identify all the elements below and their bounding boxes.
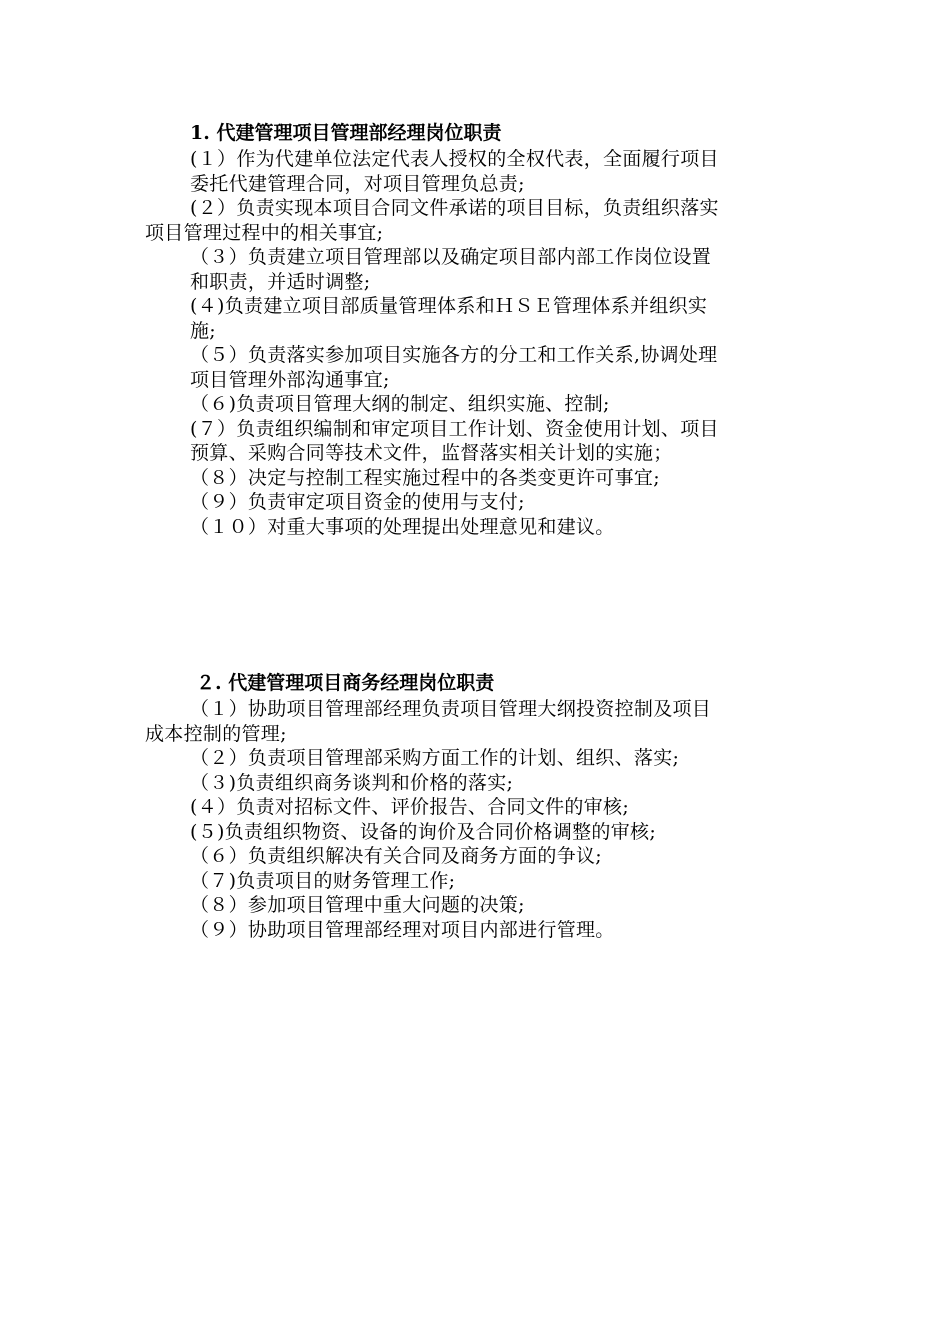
duty-line: （６)负责项目管理大纲的制定、组织实施、控制;	[190, 393, 610, 415]
section-heading: ２. 代建管理项目商务经理岗位职责	[196, 672, 495, 694]
duty-line: （６）负责组织解决有关合同及商务方面的争议;	[190, 845, 603, 867]
duty-line: (７）负责组织编制和审定项目工作计划、资金使用计划、项目	[190, 417, 719, 440]
duty-line: 委托代建管理合同，对项目管理负总责;	[190, 172, 525, 195]
duty-line: （８）决定与控制工程实施过程中的各类变更许可事宜;	[190, 466, 660, 489]
duty-line: （１）协助项目管理部经理负责项目管理大纲投资控制及项目	[190, 698, 712, 720]
section-project-manager-duties	[0, 120, 950, 539]
section-heading: 1. 代建管理项目管理部经理岗位职责	[190, 122, 502, 144]
duty-line: （７)负责项目的财务管理工作;	[190, 869, 456, 892]
duty-line: (１）作为代建单位法定代表人授权的全权代表，全面履行项目	[190, 148, 719, 170]
duty-line: (２）负责实现本项目合同文件承诺的项目目标，负责组织落实	[190, 197, 719, 219]
duty-line: 施;	[190, 319, 217, 342]
duty-line: 项目管理外部沟通事宜;	[190, 368, 390, 391]
duty-line: 和职责，并适时调整;	[190, 270, 371, 293]
duty-line: （５）负责落实参加项目实施各方的分工和工作关系,协调处理	[190, 344, 718, 366]
duty-line: 项目管理过程中的相关事宜;	[145, 221, 384, 244]
duty-line: （３)负责组织商务谈判和价格的落实;	[190, 771, 514, 794]
duty-line: 成本控制的管理;	[145, 722, 287, 745]
duty-line: (４)负责建立项目部质量管理体系和ＨＳＥ管理体系并组织实	[190, 295, 708, 317]
duty-line: （１０）对重大事项的处理提出处理意见和建议。	[190, 515, 615, 538]
duty-line: （２）负责项目管理部采购方面工作的计划、组织、落实;	[190, 747, 680, 769]
duty-line: 预算、采购合同等技术文件，监督落实相关计划的实施；	[190, 442, 673, 464]
duty-line: （８）参加项目管理中重大问题的决策;	[190, 894, 525, 916]
duty-line: （９）负责审定项目资金的使用与支付;	[190, 491, 525, 513]
section-business-manager-duties	[0, 670, 950, 942]
duty-line: （３）负责建立项目管理部以及确定项目部内部工作岗位设置	[190, 246, 712, 268]
duty-line: （９）协助项目管理部经理对项目内部进行管理。	[190, 918, 615, 941]
duty-line: (４）负责对招标文件、评价报告、合同文件的审核;	[190, 796, 630, 818]
duty-line: (５)负责组织物资、设备的询价及合同价格调整的审核;	[190, 820, 657, 843]
